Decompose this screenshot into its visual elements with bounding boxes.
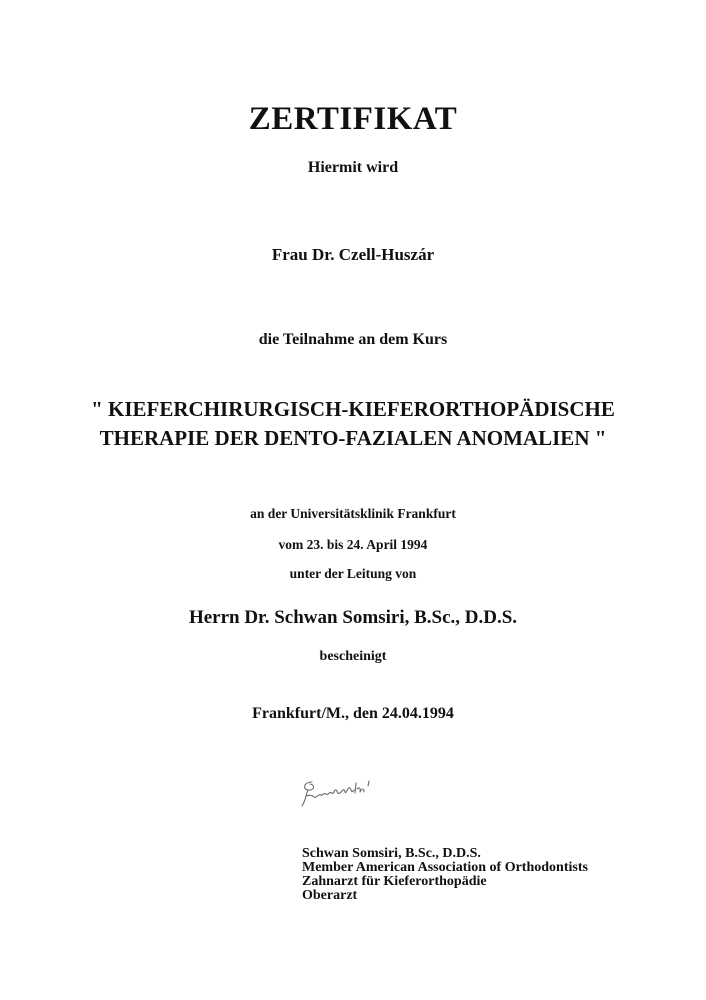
course-title-line-2: THERAPIE DER DENTO-FAZIALEN ANOMALIEN " xyxy=(99,426,607,450)
certified-text: bescheinigt xyxy=(319,649,387,664)
course-title-line-1: " KIEFERCHIRURGISCH-KIEFERORTHOPÄDISCHE xyxy=(91,397,615,421)
leadership-intro: unter der Leitung von xyxy=(289,566,417,581)
participation-text: die Teilnahme an dem Kurs xyxy=(258,331,448,348)
signer-membership: Member American Association of Orthodontists xyxy=(302,860,588,875)
course-leader: Herrn Dr. Schwan Somsiri, B.Sc., D.D.S. xyxy=(188,607,518,628)
course-dates: vom 23. bis 24. April 1994 xyxy=(278,537,428,552)
signer-block xyxy=(302,847,588,903)
recipient-name: Frau Dr. Czell-Huszár xyxy=(271,245,435,264)
certificate-title: ZERTIFIKAT xyxy=(248,101,458,137)
place-and-date: Frankfurt/M., den 24.04.1994 xyxy=(252,705,454,722)
signature-icon xyxy=(296,776,406,810)
signer-specialty: Zahnarzt für Kieferorthopädie xyxy=(302,874,487,889)
intro-text: Hiermit wird xyxy=(307,159,399,176)
venue-text: an der Universitätsklinik Frankfurt xyxy=(250,506,456,521)
signer-name: Schwan Somsiri, B.Sc., D.D.S. xyxy=(302,846,481,861)
signer-position: Oberarzt xyxy=(302,888,358,903)
